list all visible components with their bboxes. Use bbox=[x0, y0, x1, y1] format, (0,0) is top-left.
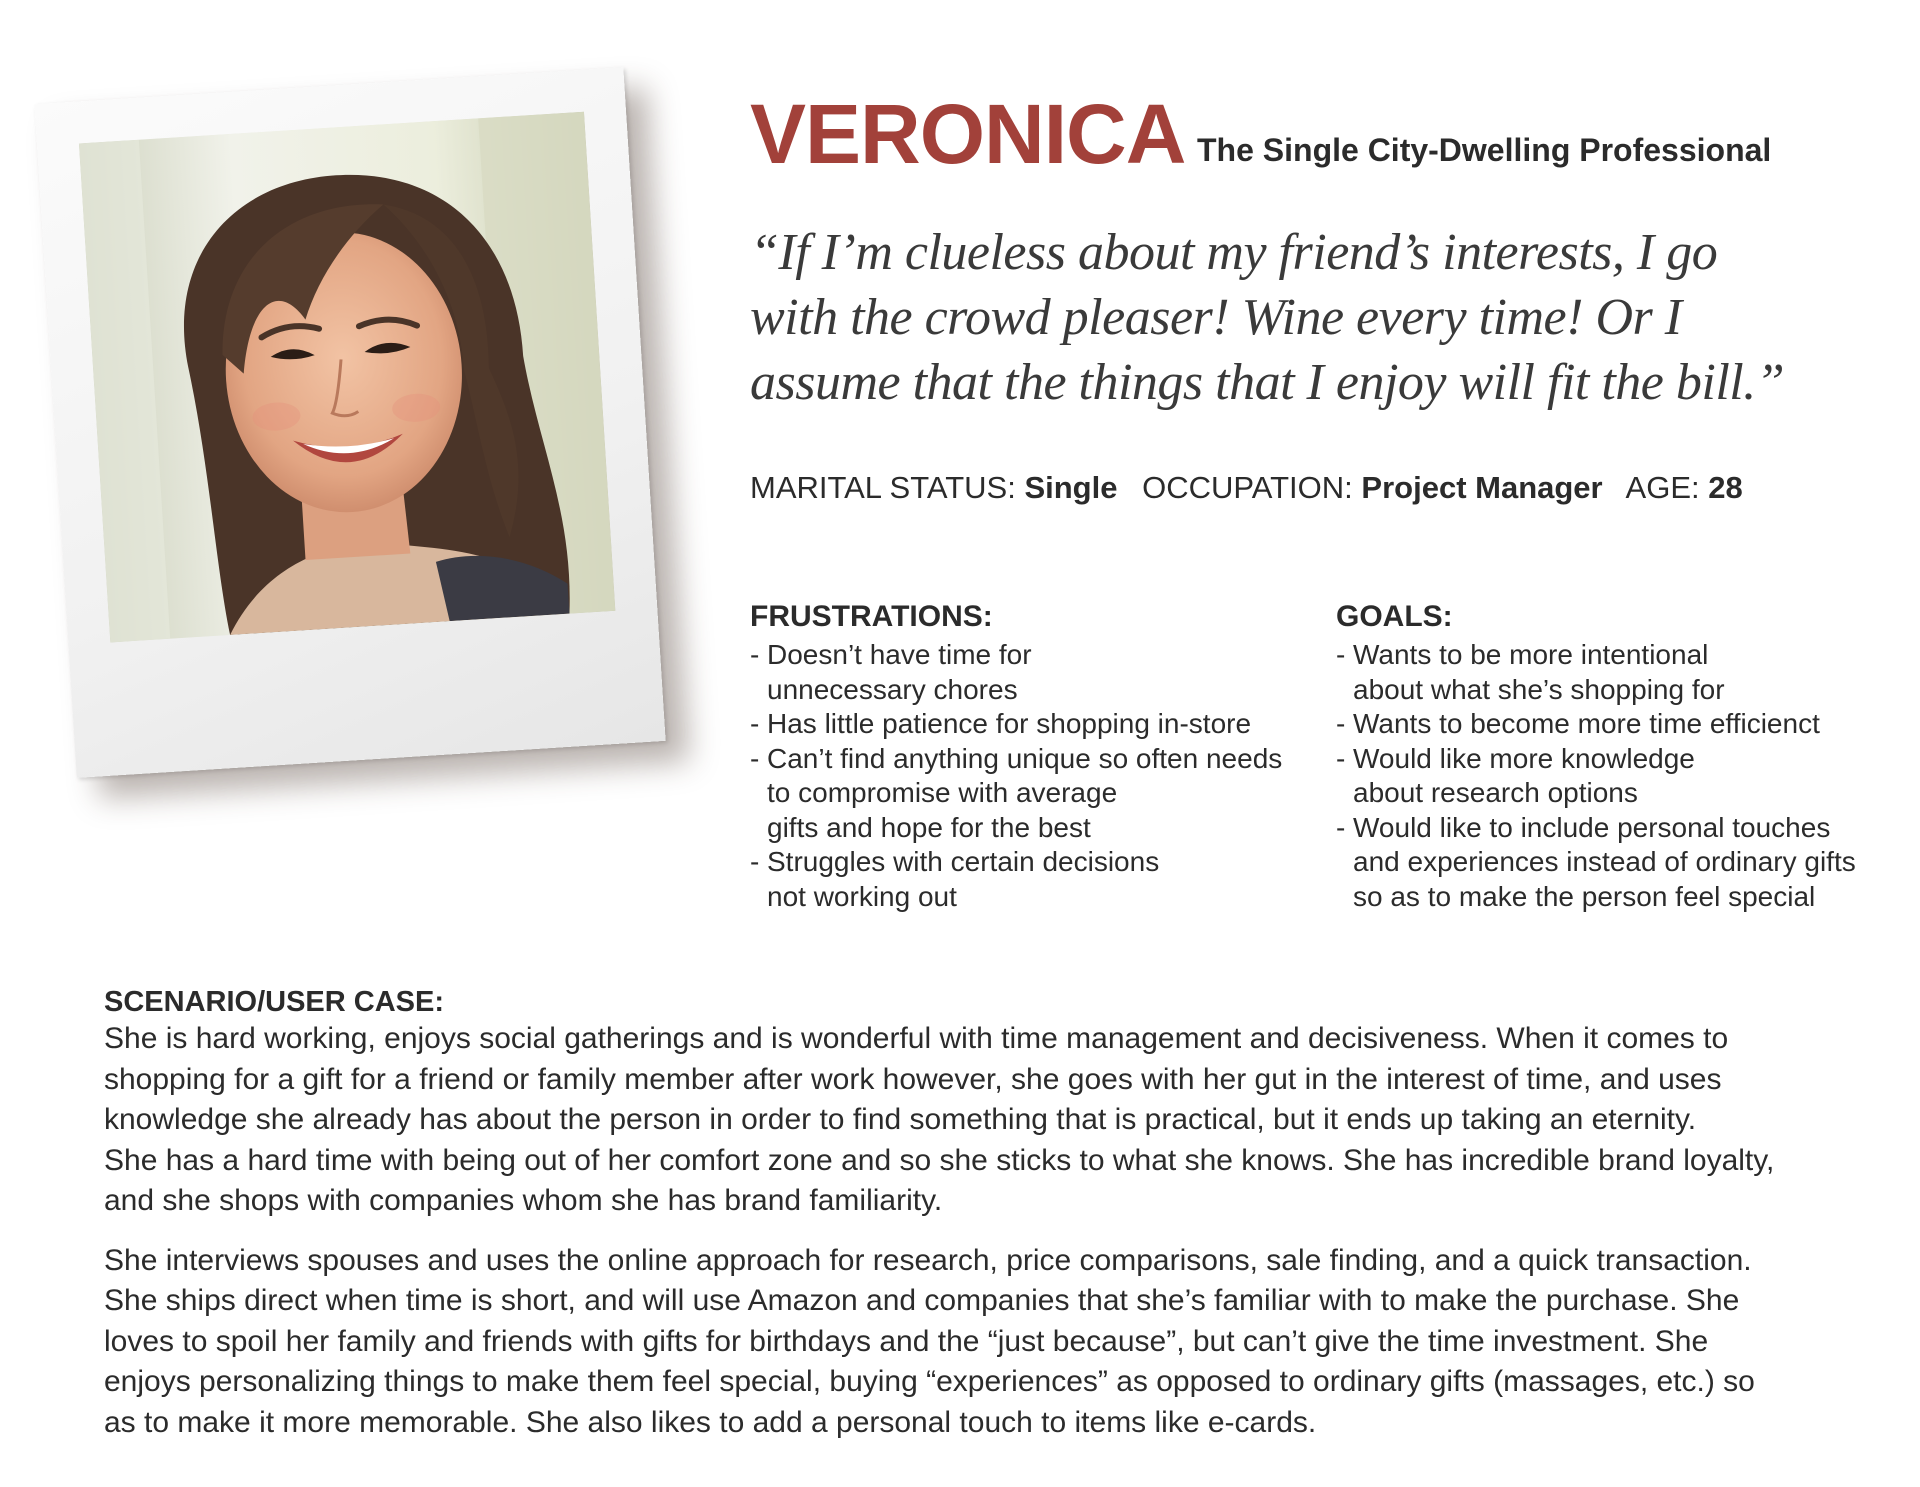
quote-text: “If I’m clueless about my friend’s interests, I go with the crowd pleaser! Wine every time! Or I assume that the things that I enjoy will fit the bill.” bbox=[750, 224, 1785, 411]
list-item: - Can’t find anything unique so often needs to compromise with average gifts and hope for the best bbox=[750, 742, 1310, 846]
list-item: - Wants to become more time efficienct bbox=[1336, 707, 1896, 742]
goals-list bbox=[1336, 638, 1896, 914]
list-item: - Would like more knowledge about research options bbox=[1336, 742, 1896, 811]
scenario-paragraph: She interviews spouses and uses the online approach for research, price comparisons, sale finding, and a quick transaction. She ships direct when time is short, and will use Amazon and companies that she’s familiar with to make the purchase. She loves to spoil her family and friends with gifts for birthdays and the “just because”, but can’t give the time investment. She enjoys personalizing things to make them feel special, buying “experiences” as opposed to ordinary gifts (massages, etc.) so as to make it more memorable. She also likes to add a personal touch to items like e-cards. bbox=[104, 1243, 1755, 1439]
list-item: - Struggles with certain decisions not working out bbox=[750, 845, 1310, 914]
persona-photo bbox=[79, 112, 615, 643]
marital-status-label: MARITAL STATUS: bbox=[750, 470, 1016, 505]
persona-quote bbox=[750, 220, 1850, 415]
scenario-paragraph: She is hard working, enjoys social gatherings and is wonderful with time management and decisiveness. When it comes to shopping for a gift for a friend or family member after work however, she goes with her gut in the interest of time, and uses knowledge she already has about the person in order to find something that is practical, but it ends up taking an eternity. She has a hard time with being out of her comfort zone and so she sticks to what she knows. She has incredible brand loyalty, and she shops with companies whom she has brand familiarity. bbox=[104, 1022, 1775, 1217]
marital-status-value: Single bbox=[1024, 470, 1118, 505]
list-item: - Doesn’t have time for unnecessary chores bbox=[750, 638, 1310, 707]
persona-facts bbox=[750, 470, 1743, 506]
goals-heading: GOALS: bbox=[1336, 600, 1453, 633]
scenario-heading: SCENARIO/USER CASE: bbox=[104, 986, 444, 1018]
portrait-illustration bbox=[79, 112, 615, 643]
persona-photo-frame bbox=[34, 67, 665, 778]
occupation-label: OCCUPATION: bbox=[1142, 470, 1353, 505]
list-item: - Wants to be more intentional about what she’s shopping for bbox=[1336, 638, 1896, 707]
frustrations-section bbox=[750, 600, 1310, 914]
persona-subtitle: The Single City-Dwelling Professional bbox=[1197, 132, 1772, 168]
frustrations-list bbox=[750, 638, 1310, 914]
frustrations-heading: FRUSTRATIONS: bbox=[750, 600, 993, 633]
goals-section bbox=[1336, 600, 1896, 914]
persona-name: VERONICA bbox=[750, 87, 1186, 181]
age-label: AGE: bbox=[1625, 470, 1700, 505]
occupation-value: Project Manager bbox=[1361, 470, 1603, 505]
list-item: - Has little patience for shopping in-store bbox=[750, 707, 1310, 742]
scenario-section bbox=[104, 985, 1864, 1443]
list-item: - Would like to include personal touches and experiences instead of ordinary gifts so as to make the person feel special bbox=[1336, 811, 1896, 915]
age-value: 28 bbox=[1708, 470, 1743, 505]
